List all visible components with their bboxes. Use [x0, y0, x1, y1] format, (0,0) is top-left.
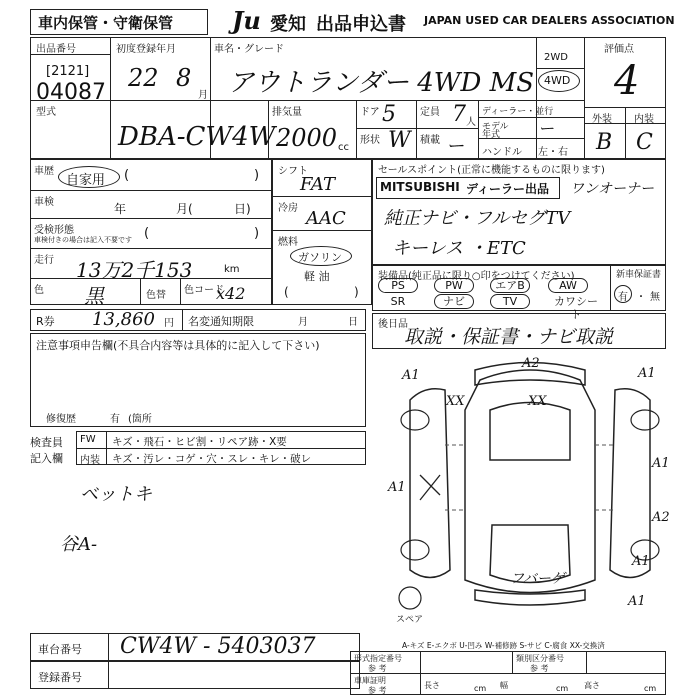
inspection-label: 車検 — [34, 197, 54, 208]
dealer-parallel-label: ディーラー・並行 — [482, 107, 554, 117]
model-label: 型式 — [36, 107, 56, 118]
recycle-label: R券 — [36, 315, 55, 328]
lot-code: [2121] — [46, 64, 90, 79]
first-reg-year: 22 — [128, 64, 159, 92]
title-transfer-month: 月 — [298, 317, 308, 328]
usage-value: 自家用 — [66, 173, 106, 188]
repaint-label: 色替 — [146, 290, 166, 301]
repair-value: 有 — [110, 414, 120, 425]
first-reg-month-unit: 月 — [198, 90, 208, 101]
lot-number: 04087 — [36, 80, 106, 105]
doors-label: ドア — [360, 107, 380, 118]
handle-value: ー — [538, 119, 555, 138]
org-name: 愛知 — [270, 14, 306, 35]
fuel-label: 燃料 — [278, 237, 298, 248]
repair-label: 修復歴 — [46, 414, 76, 425]
model-year-label1: モデル — [482, 122, 509, 132]
ac-label: 冷房 — [278, 203, 298, 214]
receive-form-label: 受検形態 — [34, 225, 74, 236]
document-title: 出品申込書 — [316, 14, 406, 35]
first-reg-label: 初度登録年月 — [116, 44, 176, 55]
damage-mark: A2 — [522, 356, 540, 371]
displacement-unit: cc — [338, 142, 349, 153]
brand-name: MITSUBISHI — [380, 180, 460, 194]
capacity-unit: 人 — [466, 117, 476, 128]
damage-mark: A1 — [638, 366, 656, 381]
length-unit: cm — [474, 684, 487, 693]
load-label: 積載 — [420, 135, 440, 146]
height-label: 高さ — [584, 681, 600, 690]
shape-value: W — [388, 128, 411, 153]
receive-form-note: 車検付きの場合は記入不要です — [34, 236, 132, 244]
load-value: ー — [446, 136, 464, 157]
length-label: 長さ — [424, 681, 440, 690]
recycle-unit: 円 — [164, 318, 174, 329]
warranty-dot: ・ — [636, 292, 646, 303]
selling-points-label: セールスポイント(正常に機能するものに限ります) — [378, 165, 605, 176]
inspector-row2-key: 内装 — [80, 455, 100, 466]
size-label2: 参 考 — [368, 686, 387, 695]
drive-2wd: 2WD — [544, 52, 568, 63]
rating-ext-value: B — [596, 130, 613, 155]
color-code-label: 色コード — [184, 285, 224, 296]
capacity-label: 定員 — [420, 107, 440, 118]
warranty-yes: 有 — [618, 292, 628, 303]
damage-mark: A1 — [652, 456, 670, 471]
chassis-value: CW4W - 5403037 — [120, 634, 316, 659]
handwritten-note2: 谷A- — [60, 534, 98, 555]
inspection-day: 日) — [234, 202, 251, 216]
mileage-value: 13万2千153 — [76, 258, 193, 282]
equipment-item: AW — [548, 278, 588, 293]
selling-line1: 純正ナビ・フルセグTV — [384, 208, 571, 229]
warranty-no: 無 — [650, 292, 660, 303]
logo-mark: Ju — [232, 6, 261, 35]
shift-label: シフト — [278, 166, 308, 177]
displacement-label: 排気量 — [272, 107, 302, 118]
drive-4wd: 4WD — [544, 74, 571, 87]
class-sub: 参 考 — [530, 664, 549, 673]
displacement-value: 2000 — [276, 124, 338, 152]
width-label: 幅 — [500, 681, 508, 690]
warranty-label: 新車保証書 — [616, 270, 662, 280]
registration-label: 登録番号 — [38, 671, 82, 684]
car-name-label: 車名・グレード — [214, 44, 284, 55]
ac-value: AAC — [306, 208, 346, 229]
fuel-alt: 軽 油 — [304, 270, 330, 283]
repair-part: (箇所 — [128, 414, 152, 425]
bumper-label: フバーゲ — [510, 571, 565, 587]
usage-paren: ( — [124, 168, 130, 183]
damage-mark: A1 — [402, 368, 420, 383]
car-damage-diagram — [380, 350, 680, 630]
diagram-legend: A-キズ E-エクボ U-凹み W-補修跡 S-サビ C-腐食 XX-交換済 — [402, 641, 605, 650]
capacity-value: 7 — [452, 102, 466, 127]
rating-int-label: 内装 — [634, 114, 654, 125]
rating-value: 4 — [614, 58, 640, 104]
damage-mark: A1 — [628, 594, 646, 609]
color-code-value: x42 — [216, 284, 246, 303]
color-label: 色 — [34, 285, 44, 296]
selling-line2: キーレス ・ETC — [392, 238, 526, 259]
fuel-value: ガソリン — [298, 251, 342, 264]
damage-mark: XX — [446, 394, 465, 409]
mileage-label: 走行 — [34, 255, 54, 266]
model-value: DBA-CW4W — [118, 122, 276, 152]
storage-note: 車内保管・守衛保管 — [38, 14, 174, 32]
shift-value: FAT — [300, 174, 335, 195]
receive-form-paren-close: ) — [254, 226, 260, 241]
receive-form-paren: ( — [144, 226, 150, 241]
color-value: 黒 — [84, 284, 104, 308]
equipment-item: カワシート — [554, 295, 598, 321]
model-year-label2: 年式 — [482, 130, 501, 140]
recycle-value: 13,860 — [92, 309, 155, 330]
brand-suffix: ディーラー出品 — [466, 182, 550, 196]
usage-label: 車歴 — [34, 166, 54, 177]
rating-label: 評価点 — [604, 44, 634, 55]
inspector-row2-text: キズ・汚レ・コゲ・穴・スレ・キレ・破レ — [112, 453, 312, 465]
usage-paren-close: ) — [254, 168, 260, 183]
fuel-paren-close: ) — [354, 285, 359, 299]
width-unit: cm — [556, 684, 569, 693]
later-docs-value: 取説・保証書・ナビ取説 — [404, 326, 614, 348]
spec-sub: 参 考 — [368, 664, 387, 673]
car-name-value: アウトランダー 4WD MS — [228, 68, 535, 98]
size-label1: 車庫証明 — [354, 676, 386, 685]
notes-label: 注意事項申告欄(不具合内容等は具体的に記入して下さい) — [36, 339, 320, 352]
inspection-year: 年 — [114, 202, 127, 216]
class-label: 類別区分番号 — [516, 654, 564, 663]
handle-options: 左・右 — [538, 147, 568, 158]
inspector-label2: 記入欄 — [30, 452, 63, 465]
rating-ext-label: 外装 — [592, 114, 612, 125]
shape-label: 形状 — [360, 135, 380, 146]
rating-int-value: C — [636, 130, 653, 155]
spec-label: 形式指定番号 — [354, 654, 402, 663]
spare-label: スペア — [396, 615, 424, 625]
equipment-item: ナビ — [434, 294, 474, 309]
damage-mark: A1 — [388, 480, 406, 495]
title-transfer-label: 名変通知期限 — [188, 315, 254, 328]
association-name: JAPAN USED CAR DEALERS ASSOCIATION — [424, 14, 675, 27]
lot-label: 出品番号 — [36, 44, 76, 55]
equipment-label: 装備品(純正品に限り○印をつけてください) — [378, 271, 575, 282]
equipment-item: エアB — [490, 278, 530, 293]
mileage-unit: km — [224, 264, 240, 275]
fuel-paren: ( — [284, 285, 289, 299]
damage-mark: A1 — [632, 554, 650, 569]
equipment-item: PS — [378, 278, 418, 293]
damage-mark: XX — [528, 394, 547, 409]
later-docs-label: 後日品 — [378, 319, 408, 330]
one-owner: ワンオーナー — [570, 181, 654, 197]
equipment-item: SR — [390, 295, 406, 308]
chassis-label: 車台番号 — [38, 643, 82, 656]
equipment-item: PW — [434, 278, 474, 293]
handle-label: ハンドル — [482, 147, 522, 158]
damage-mark: A2 — [652, 510, 670, 525]
doors-value: 5 — [382, 102, 396, 127]
handwritten-note1: ベットキ — [80, 484, 152, 505]
title-transfer-day: 日 — [348, 317, 358, 328]
equipment-item: TV — [490, 294, 530, 309]
height-unit: cm — [644, 684, 657, 693]
inspector-row1-key: FW — [80, 434, 96, 445]
inspector-label1: 検査員 — [30, 436, 63, 449]
inspector-row1-text: キズ・飛石・ヒビ割・リペア跡・X要 — [112, 436, 287, 448]
first-reg-month: 8 — [176, 64, 192, 92]
inspection-month: 月( — [176, 202, 193, 216]
